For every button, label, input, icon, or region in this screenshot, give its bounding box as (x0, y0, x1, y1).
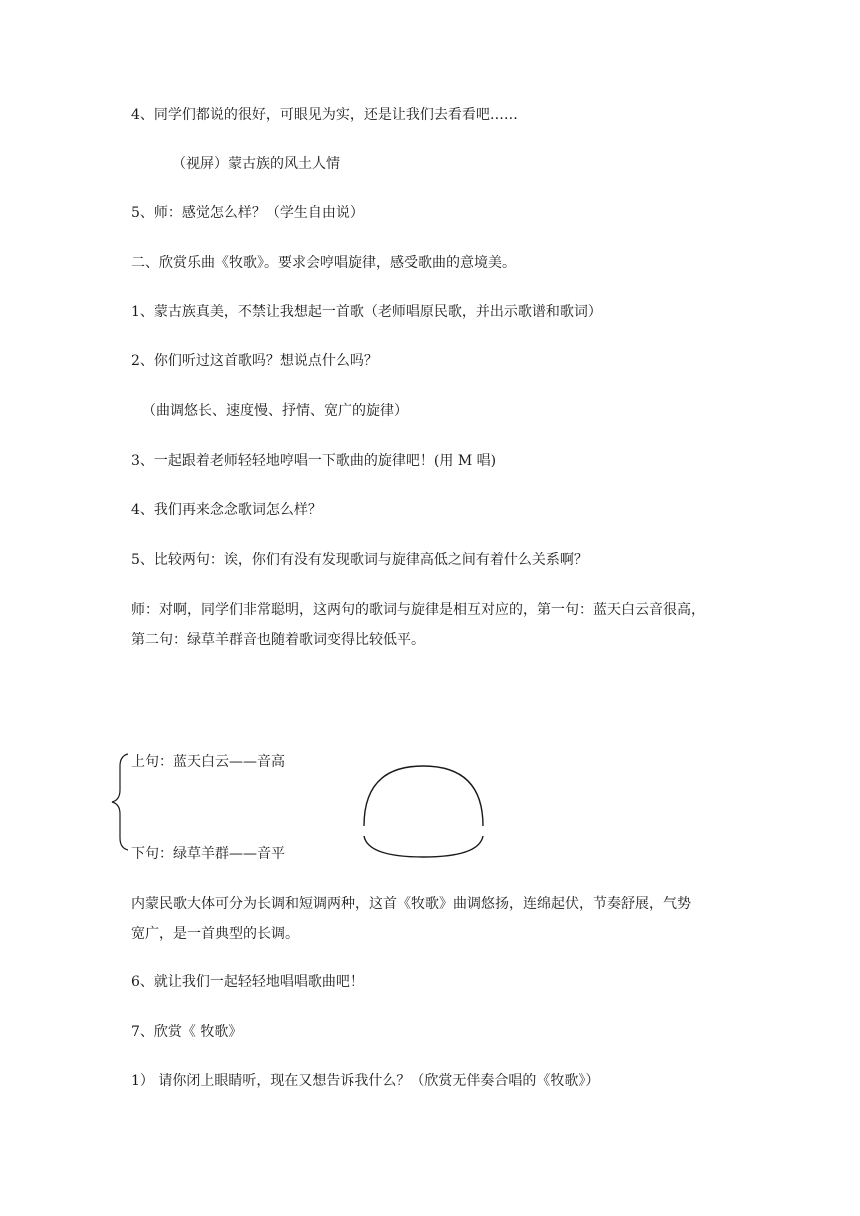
upper-arc (364, 766, 483, 826)
intro-paragraph-line-1: 内蒙民歌大体可分为长调和短调两种，这首《牧歌》曲调悠扬，连绵起伏，节奏舒展，气势 (131, 896, 691, 912)
substep-1-line: 1） 请你闭上眼睛听，现在又想告诉我什么？（欣赏无伴奏合唱的《牧歌》） (131, 1073, 600, 1089)
step-3-line: 3、一起跟着老师轻轻地哼唱一下歌曲的旋律吧！(用 M 唱) (131, 453, 497, 469)
upper-phrase-label: 上句：蓝天白云——音高 (131, 754, 285, 770)
step-6-line: 6、就让我们一起轻轻地唱唱歌曲吧！ (131, 974, 364, 990)
step-7-line: 7、欣赏《 牧歌》 (131, 1024, 243, 1040)
step-1-line: 1、蒙古族真美，不禁让我想起一首歌（老师唱原民歌，并出示歌谱和歌词） (131, 304, 602, 320)
curly-brace-icon (112, 754, 128, 850)
step-4-line: 4、同学们都说的很好，可眼见为实，还是让我们去看看吧…… (131, 107, 518, 123)
intro-paragraph (131, 889, 741, 949)
step-5b-line: 5、比较两句：诶，你们有没有发现歌词与旋律高低之间有着什么关系啊？ (131, 552, 588, 568)
video-note-line: （视屏）蒙古族的风土人情 (172, 156, 340, 172)
lower-phrase-label: 下句：绿草羊群——音平 (131, 846, 285, 862)
step-4b-line: 4、我们再来念念歌词怎么样？ (131, 502, 322, 518)
step-5-line: 5、师：感觉怎么样？（学生自由说） (131, 205, 364, 221)
intro-paragraph-line-2: 宽广，是一首典型的长调。 (131, 926, 299, 942)
teacher-paragraph-line-2: 第二句：绿草羊群音也随着歌词变得比较低平。 (131, 632, 425, 648)
step-2-line: 2、你们听过这首歌吗？想说点什么吗？ (131, 353, 378, 369)
answer-note-line: （曲调悠长、速度慢、抒情、宽广的旋律） (142, 403, 408, 419)
teacher-paragraph-line-1: 师：对啊，同学们非常聪明，这两句的歌词与旋律是相互对应的，第一句：蓝天白云音很高， (131, 602, 705, 618)
section-heading: 二、欣赏乐曲《牧歌》。要求会哼唱旋律，感受歌曲的意境美。 (131, 255, 516, 271)
lower-arc (364, 836, 483, 857)
